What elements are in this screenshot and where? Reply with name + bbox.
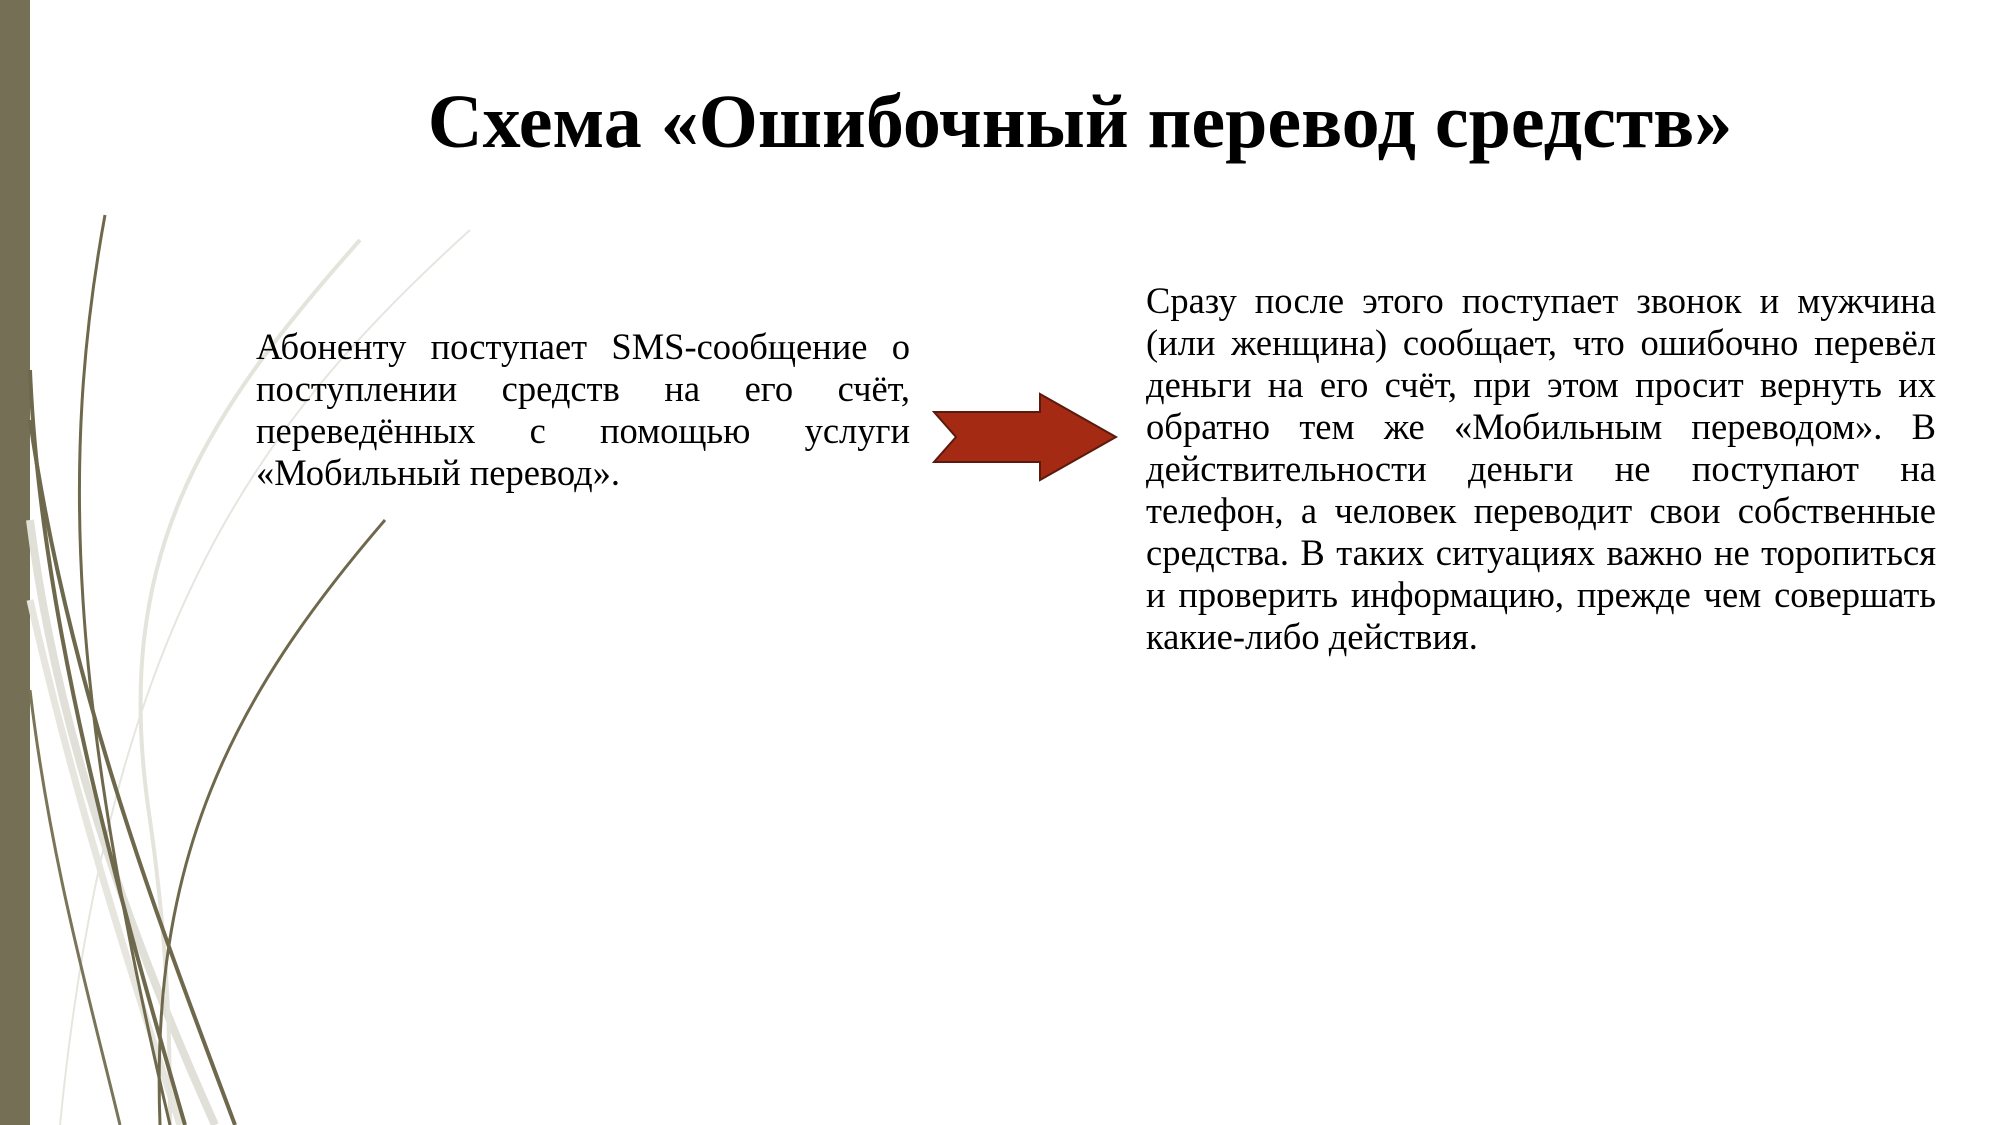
call-description-text: Сразу после этого поступает звонок и мужчина (или женщина) сообщает, что ошибочно перевёл деньги на его счёт, при этом просит вернуть их обратно тем же «Мобильным переводом». В действительности деньги не поступают на телефон, а человек переводит свои собственные средства. В таких ситуациях важно не торопиться и проверить информацию, прежде чем совершать какие-либо действия.	[1146, 280, 1936, 657]
sms-description-text: Абоненту поступает SMS-сообщение о поступлении средств на его счёт, переведённых с помощью услуги «Мобильный перевод».	[256, 326, 910, 493]
right-arrow-icon	[930, 392, 1120, 482]
slide-title: Схема «Ошибочный перевод средств»	[427, 80, 1733, 164]
